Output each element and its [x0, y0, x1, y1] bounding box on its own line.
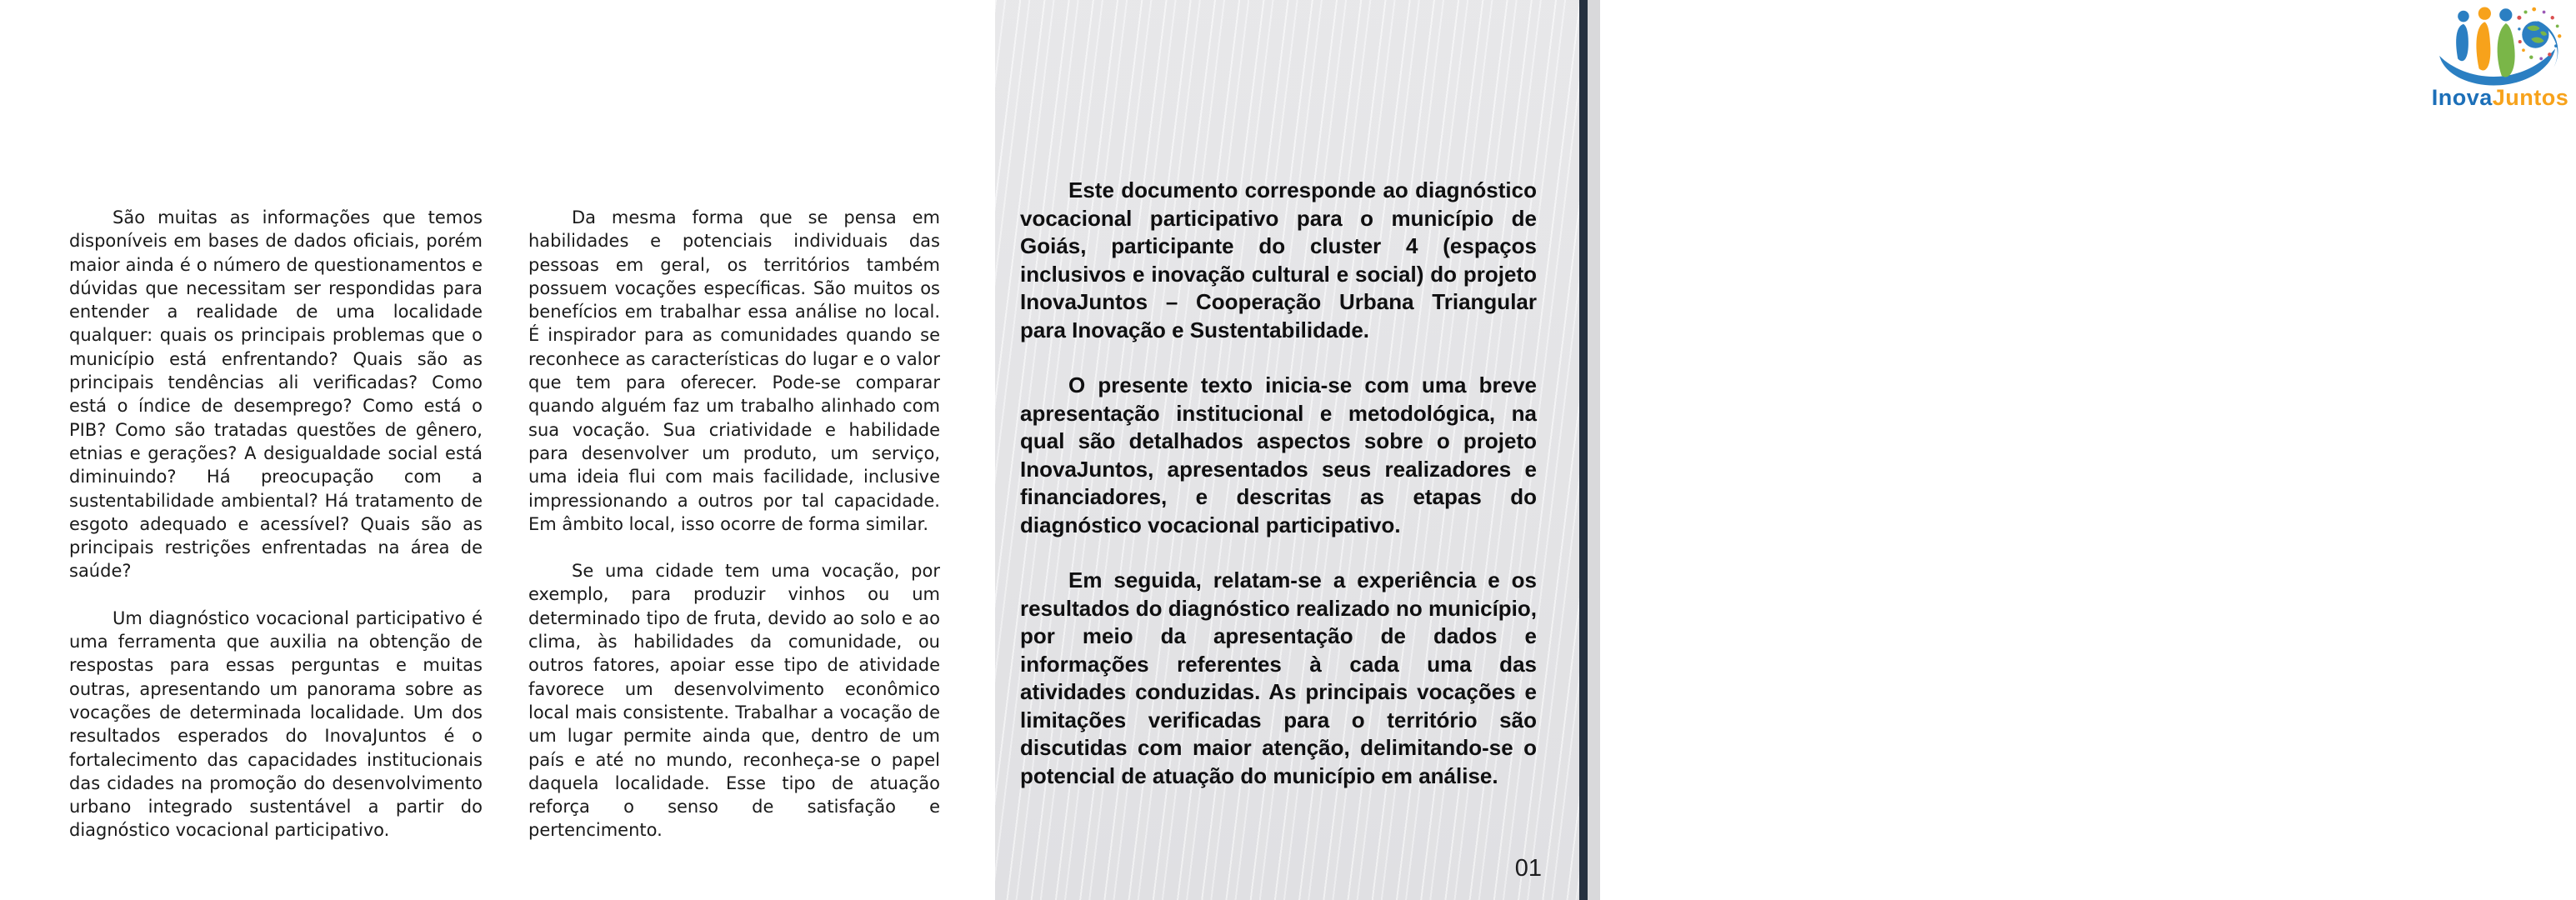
paragraph: Em seguida, relatam-se a experiência e os resultados do diagnóstico realizado no município, por meio da apresentação de dados e informações referentes à cada uma das atividades conduzidas. As principais vocações e limitações verificadas para o território são discutidas com maior atenção, delimitando-se o potencial de atuação do município em análise. — [1020, 568, 1537, 788]
body-column-2 — [528, 206, 940, 866]
paragraph: Um diagnóstico vocacional participativo é uma ferramenta que auxilia na obtenção de respostas para essas perguntas e muitas outras, apresentando um panorama sobre as vocações de determinada localidade. Um dos resultados esperados do InovaJuntos é o fortalecimento das capacidades institucionais das cidades na promoção do desenvolvimento urbano integrado sustentável a partir do diagnóstico vocacional participativo. — [69, 608, 483, 841]
inovajuntos-logo — [2424, 5, 2576, 115]
accent-bar — [1579, 0, 1588, 900]
right-panel — [995, 0, 2569, 900]
body-column-3 — [1020, 177, 1537, 818]
paragraph: Da mesma forma que se pensa em habilidades e potenciais individuais das pessoas em geral, os territórios também possuem vocações específicas. São muitos os benefícios em trabalhar essa análise no local. É inspirador para as comunidades quando se reconhece as características do lugar e o valor que tem para oferecer. Pode-se comparar quando alguém faz um trabalho alinhado com sua vocação. Sua criatividade e habilidade para desenvolver um produto, um serviço, uma ideia flui com mais facilidade, inclusive impressionando a outros por tal capacidade. Em âmbito local, isso ocorre de forma similar. — [528, 208, 940, 534]
body-column-1 — [69, 206, 483, 866]
logo-word-inova: Inova — [2431, 85, 2493, 110]
paragraph: São muitas as informações que temos disponíveis em bases de dados oficiais, porém maior ainda é o número de questionamentos e dúvidas que necessitam ser respondidas para entender a realidade de uma localidade qualquer: quais os principais problemas que o município está enfrentando? Quais são as principais tendências ali verificadas? Como está o índice de desemprego? Como está o PIB? Como são tratadas questões de gênero, etnias e gerações? A desigualdade social está diminuindo? Há preocupação com a sustentabilidade ambiental? Há tratamento de esgoto adequado e acessível? Quais são as principais restrições enfrentadas na área de saúde? — [69, 208, 483, 582]
paragraph: Se uma cidade tem uma vocação, por exemplo, para produzir vinhos ou um determinado tipo de fruta, devido ao solo e ao clima, às habilidades da comunidade, ou outros fatores, apoiar esse tipo de atividade favorece um desenvolvimento econômico local mais consistente. Trabalhar a vocação de um lugar permite ainda que, dentro de um país e até no mundo, reconheça-se o papel daquela localidade. Esse tipo de atuação reforça o senso de satisfação e pertencimento. — [528, 561, 940, 841]
paragraph: O presente texto inicia-se com uma breve apresentação institucional e metodológica, na qual são detalhados aspectos sobre o projeto InovaJuntos, apresentados seus realizadores e financiadores, e descritas as etapas do diagnóstico vocacional participativo. — [1020, 372, 1537, 538]
paragraph: Este documento corresponde ao diagnóstico vocacional participativo para o município de Goiás, participante do cluster 4 (espaços inclusivos e inovação cultural e social) do projeto InovaJuntos – Cooperação Urbana Triangular para Inovação e Sustentabilidade. — [1020, 178, 1537, 342]
inovajuntos-logo-wordmark — [2424, 87, 2576, 109]
logo-word-juntos: Juntos — [2492, 85, 2569, 110]
inovajuntos-logo-icon — [2424, 5, 2576, 88]
edge-strip — [1588, 0, 1600, 900]
page-number: 01 — [1514, 855, 1542, 882]
